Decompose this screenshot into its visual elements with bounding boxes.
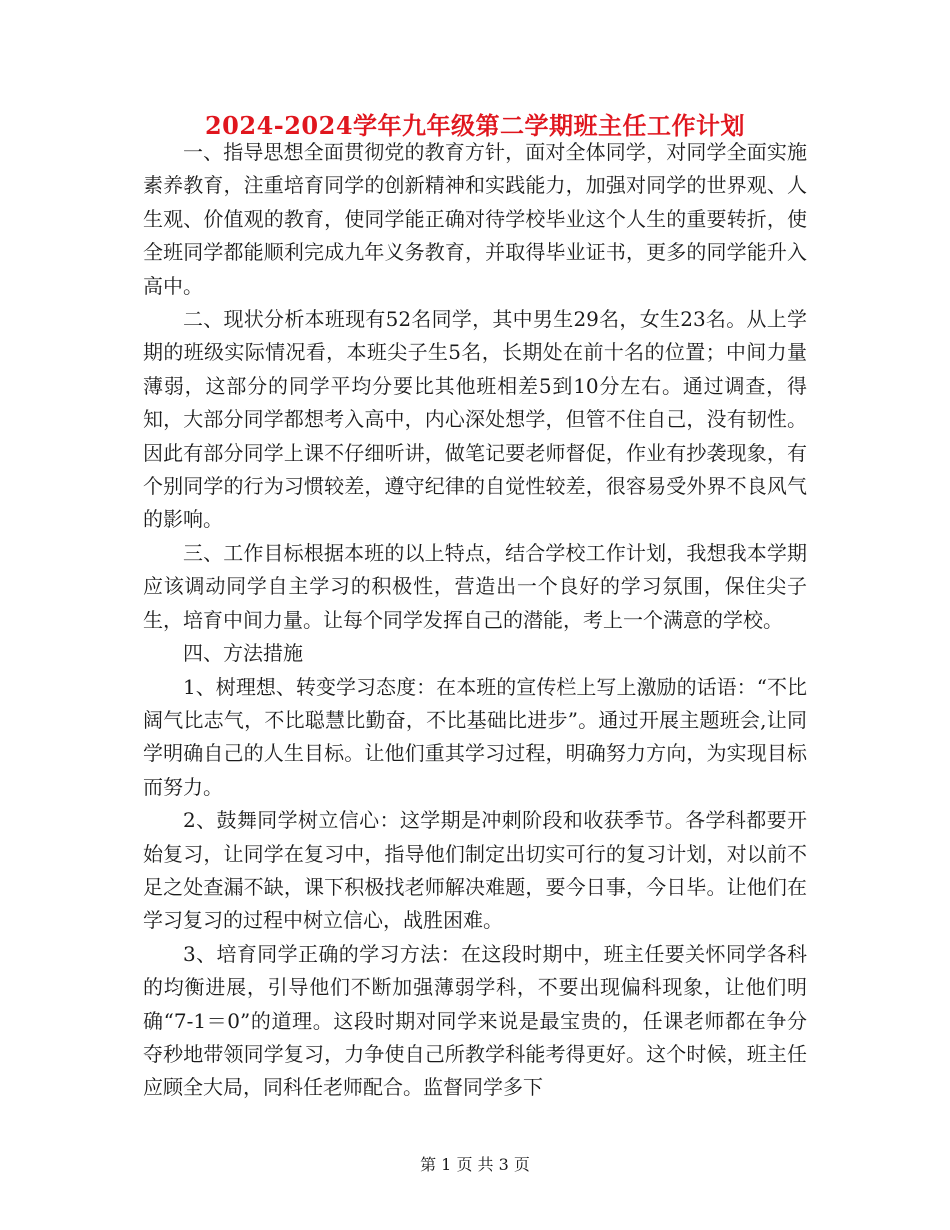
document-body bbox=[143, 136, 807, 1105]
paragraph-methods-heading: 四、方法措施 bbox=[183, 641, 303, 666]
document-title: 2024-2024学年九年级第二学期班主任工作计划 bbox=[204, 111, 746, 140]
paragraph-method-3: 3、培育同学正确的学习方法：在这段时期中，班主任要关怀同学各科的均衡进展，引导他们不断加强薄弱学科，不要出现偏科现象，让他们明确“7-1＝0”的道理。这段时期对同学来说是最宝贵的，任课老师都在争分夺秒地带领同学复习，力争使自己所教学科能考得更好。这个时候，班主任应顾全大局，同科任老师配合。监督同学多下 bbox=[143, 941, 807, 1100]
paragraph-method-1: 1、树理想、转变学习态度：在本班的宣传栏上写上激励的话语：“不比阔气比志气，不比聪慧比勤奋，不比基础比进步”。通过开展主题班会,让同学明确自己的人生目标。让他们重其学习过程，明确努力方向，为实现目标而努力。 bbox=[143, 674, 807, 799]
paragraph-method-2: 2、鼓舞同学树立信心：这学期是冲刺阶段和收获季节。各学科都要开始复习，让同学在复习中，指导他们制定出切实可行的复习计划，对以前不足之处查漏不缺，课下积极找老师解决难题，要今日事，今日毕。让他们在学习复习的过程中树立信心，战胜困难。 bbox=[143, 808, 807, 933]
paragraph-status-analysis: 二、现状分析本班现有52名同学，其中男生29名，女生23名。从上学期的班级实际情况看，本班尖子生5名，长期处在前十名的位置；中间力量薄弱，这部分的同学平均分要比其他班相差5到10分左右。通过调查，得知，大部分同学都想考入高中，内心深处想学，但管不住自己，没有韧性。因此有部分同学上课不仔细听讲，做笔记要老师督促，作业有抄袭现象，有个别同学的行为习惯较差，遵守纪律的自觉性较差，很容易受外界不良风气的影响。 bbox=[143, 307, 807, 532]
page-number-footer: 第 1 页 共 3 页 bbox=[420, 1155, 530, 1174]
paragraph-work-goals: 三、工作目标根据本班的以上特点，结合学校工作计划，我想我本学期应该调动同学自主学习的积极性，营造出一个良好的学习氛围，保住尖子生，培育中间力量。让每个同学发挥自己的潜能，考上一个满意的学校。 bbox=[143, 540, 807, 632]
paragraph-guiding-ideology: 一、指导思想全面贯彻党的教育方针，面对全体同学，对同学全面实施素养教育，注重培育同学的创新精神和实践能力，加强对同学的世界观、人生观、价值观的教育，使同学能正确对待学校毕业这个人生的重要转折，使全班同学都能顺利完成九年义务教育，并取得毕业证书，更多的同学能升入高中。 bbox=[143, 140, 807, 298]
